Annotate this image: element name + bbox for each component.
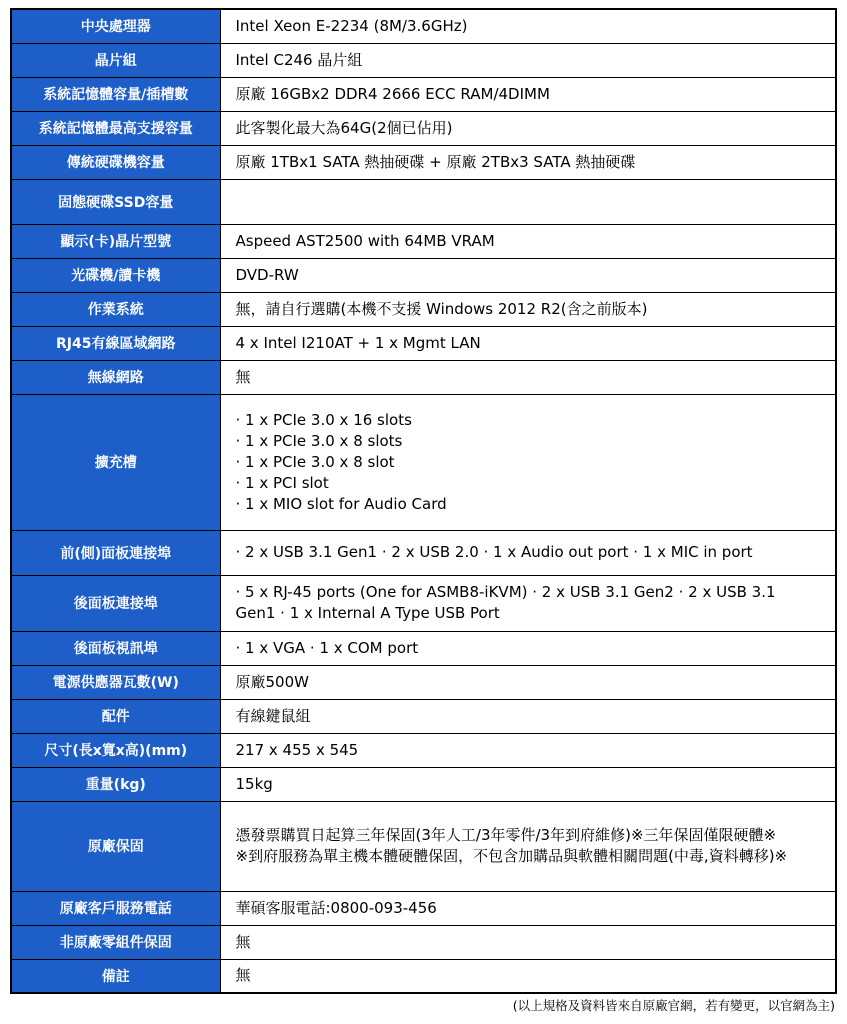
table-row	[11, 891, 836, 925]
row-value: DVD-RW	[220, 258, 836, 292]
row-label: 重量(kg)	[11, 767, 220, 801]
table-row	[11, 665, 836, 699]
expansion-slot-line: · 1 x PCI slot	[235, 473, 329, 492]
row-label: 晶片組	[11, 43, 220, 77]
table-row	[11, 925, 836, 959]
row-value: 華碩客服電話:0800-093-456	[220, 891, 836, 925]
table-row	[11, 292, 836, 326]
row-label: 電源供應器瓦數(W)	[11, 665, 220, 699]
row-label: 顯示(卡)晶片型號	[11, 224, 220, 258]
spec-table	[10, 8, 837, 994]
row-value: 有線鍵鼠組	[220, 699, 836, 733]
rear-port-line: · 5 x RJ-45 ports (One for ASMB8-iKVM) · 2 x USB 3.1 Gen2 · 2 x USB 3.1	[235, 583, 776, 601]
table-row	[11, 767, 836, 801]
row-label: 光碟機/讀卡機	[11, 258, 220, 292]
table-row	[11, 733, 836, 767]
row-label: 非原廠零組件保固	[11, 925, 220, 959]
table-row	[11, 258, 836, 292]
table-row	[11, 43, 836, 77]
table-row	[11, 394, 836, 530]
rear-port-line: Gen1 · 1 x Internal A Type USB Port	[235, 604, 500, 622]
row-value: · 1 x VGA · 1 x COM port	[220, 631, 836, 665]
row-value: 217 x 455 x 545	[220, 733, 836, 767]
warranty-line: ※到府服務為單主機本體硬體保固，不包含加購品與軟體相關問題(中毒,資料轉移)※	[235, 847, 788, 865]
row-label: 後面板連接埠	[11, 575, 220, 631]
expansion-slot-line: · 1 x PCIe 3.0 x 8 slots	[235, 431, 403, 450]
row-label: 原廠保固	[11, 801, 220, 891]
row-value	[220, 801, 836, 891]
expansion-slot-line: · 1 x PCIe 3.0 x 8 slot	[235, 452, 395, 471]
row-label: 作業系統	[11, 292, 220, 326]
row-value: 4 x Intel I210AT + 1 x Mgmt LAN	[220, 326, 836, 360]
row-label: 中央處理器	[11, 9, 220, 43]
table-row	[11, 224, 836, 258]
row-value: 原廠 1TBx1 SATA 熱抽硬碟 + 原廠 2TBx3 SATA 熱抽硬碟	[220, 145, 836, 179]
table-row	[11, 9, 836, 43]
row-value	[220, 394, 836, 530]
table-row	[11, 179, 836, 224]
row-value: 無	[220, 925, 836, 959]
row-label: 前(側)面板連接埠	[11, 530, 220, 575]
row-label: 擴充槽	[11, 394, 220, 530]
row-value: 此客製化最大為64G(2個已佔用)	[220, 111, 836, 145]
row-value: 無	[220, 959, 836, 993]
row-label: 系統記憶體最高支援容量	[11, 111, 220, 145]
table-row	[11, 699, 836, 733]
warranty-line: 憑發票購買日起算三年保固(3年人工/3年零件/3年到府維修)※三年保固僅限硬體※	[235, 826, 777, 844]
table-row	[11, 959, 836, 993]
expansion-slot-line: · 1 x MIO slot for Audio Card	[235, 494, 447, 513]
row-label: 傳統硬碟機容量	[11, 145, 220, 179]
row-value: 無，請自行選購(本機不支援 Windows 2012 R2(含之前版本)	[220, 292, 836, 326]
row-label: 原廠客戶服務電話	[11, 891, 220, 925]
footer-note: (以上規格及資料皆來自原廠官網，若有變更，以官網為主)	[512, 998, 835, 1013]
row-label: 系統記憶體容量/插槽數	[11, 77, 220, 111]
table-row	[11, 326, 836, 360]
table-row	[11, 111, 836, 145]
expansion-slot-line: · 1 x PCIe 3.0 x 16 slots	[235, 410, 412, 429]
row-label: 尺寸(長x寬x高)(mm)	[11, 733, 220, 767]
row-label: 固態硬碟SSD容量	[11, 179, 220, 224]
row-value	[220, 575, 836, 631]
table-row	[11, 801, 836, 891]
row-value: 原廠500W	[220, 665, 836, 699]
row-label: 後面板視訊埠	[11, 631, 220, 665]
table-row	[11, 360, 836, 394]
row-label: RJ45有線區域網路	[11, 326, 220, 360]
row-value	[220, 179, 836, 224]
row-value: Intel C246 晶片組	[220, 43, 836, 77]
row-value: 15kg	[220, 767, 836, 801]
row-label: 無線網路	[11, 360, 220, 394]
row-value: Aspeed AST2500 with 64MB VRAM	[220, 224, 836, 258]
table-row	[11, 631, 836, 665]
row-value: 無	[220, 360, 836, 394]
row-value: Intel Xeon E-2234 (8M/3.6GHz)	[220, 9, 836, 43]
row-value: · 2 x USB 3.1 Gen1 · 2 x USB 2.0 · 1 x Audio out port · 1 x MIC in port	[220, 530, 836, 575]
table-row	[11, 77, 836, 111]
table-row	[11, 575, 836, 631]
row-value: 原廠 16GBx2 DDR4 2666 ECC RAM/4DIMM	[220, 77, 836, 111]
row-label: 配件	[11, 699, 220, 733]
row-label: 備註	[11, 959, 220, 993]
table-row	[11, 530, 836, 575]
table-row	[11, 145, 836, 179]
